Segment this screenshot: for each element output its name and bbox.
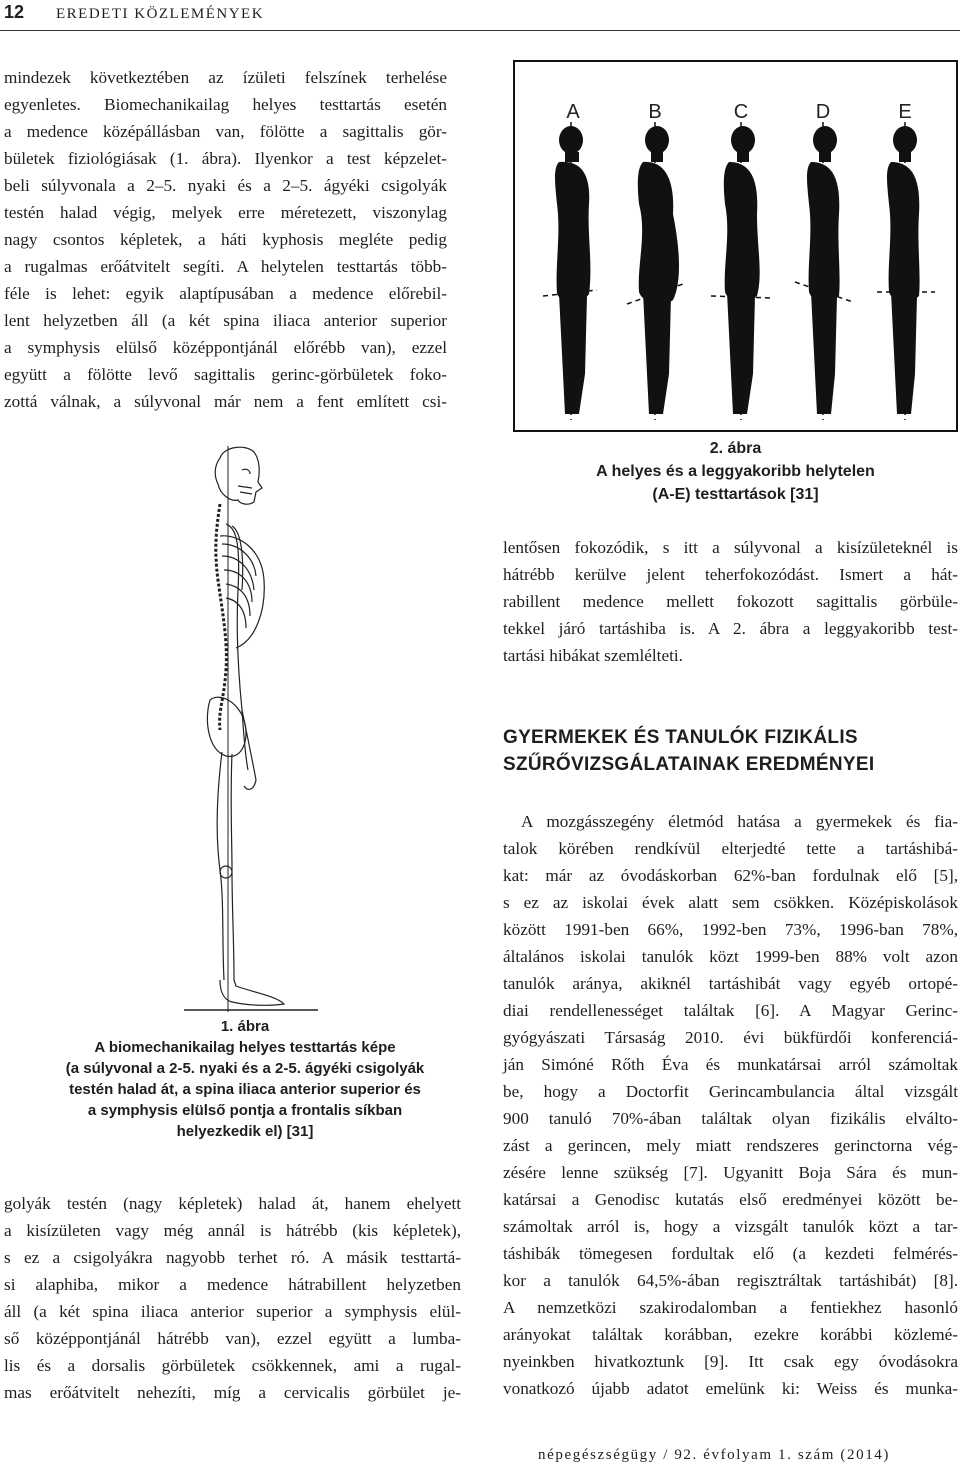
posture-label-e: E <box>898 101 912 123</box>
section-heading-line1: GYERMEKEK ÉS TANULÓK FIZIKÁLIS <box>503 727 858 748</box>
text-line: féle is lehet: egyik alaptípusában a medence előrebil- <box>4 284 447 303</box>
text-line: zottá válnak, a súlyvonal már nem a fent említett csi- <box>4 392 447 411</box>
text-line: egyenletes. Biomechanikailag helyes testtartás esetén <box>4 95 447 114</box>
text-line: között 1991-ben 66%, 1992-ben 73%, 1996-ban 78%, <box>503 920 958 939</box>
text-line: bületek fiziológiásak (1. ábra). Ilyenkor a test képzelet- <box>4 149 447 168</box>
posture-label-a: A <box>566 101 580 123</box>
figure1-caption <box>10 1016 480 1142</box>
column2-bottom-text <box>503 808 958 1402</box>
skeleton-figure <box>180 440 322 1016</box>
text-line: rabillent medence mellett fokozott sagittalis görbüle- <box>503 592 958 611</box>
figure1-caption-line: testén halad át, a spina iliaca anterior superior és <box>69 1081 421 1098</box>
text-line: zást a gerincen, mely miatt rendszeres gerinctorna vég- <box>503 1136 958 1155</box>
text-line: katársai a Genodisc kutatás első eredményei között be- <box>503 1190 958 1209</box>
figure1-caption-line: helyezkedik el) [31] <box>176 1123 314 1140</box>
text-line: beli súlyvonala a 2–5. nyaki és a 2–5. ágyéki csigolyák <box>4 176 447 195</box>
text-line: ső középpontjánál hátrébb van), ezzel együtt a lumba- <box>4 1329 461 1348</box>
column1-bottom-text <box>4 1190 461 1406</box>
text-line: a symphysis elülső középpontjánál előrébb van), ezzel <box>4 338 447 357</box>
text-line: arányokat találtak korábban, ezekre korábbi közlemé- <box>503 1325 958 1344</box>
text-line: zésére lenne szükség [7]. Ugyanitt Boja Sára és mun- <box>503 1163 958 1182</box>
figure1-caption-line: a symphysis elülső pontja a frontalis síkban <box>87 1102 403 1119</box>
text-line: lis és a dorsalis görbületek csökkennek, ami a rugal- <box>4 1356 461 1375</box>
text-line: A nemzetközi szakirodalomban a fentiekhez hasonló <box>503 1298 958 1317</box>
text-line: s ez az iskolai évek alatt sem csökken. Középiskolások <box>503 893 958 912</box>
text-line: golyák testén (nagy képletek) halad át, hanem ehelyett <box>4 1194 461 1213</box>
silhouette-e <box>887 126 920 414</box>
text-line: testén halad végig, melyek erre méretezett, viszonylag <box>4 203 447 222</box>
text-line: vonatkozó újabb adatot emelünk ki: Weiss és munka- <box>503 1379 958 1398</box>
column1-top-text <box>4 64 447 415</box>
text-line: kat: már az óvodáskorban 62%-ban fordulnak elő [5], <box>503 866 958 885</box>
text-line: mindezek következtében az ízületi felszínek terhelése <box>4 68 447 87</box>
silhouette-b <box>638 126 679 414</box>
text-line: tartási hibákat szemlélteti. <box>503 646 683 665</box>
text-line: tanulók aránya, akiknél tartáshibát vagy egyéb ortopé- <box>503 974 958 993</box>
page-number: 12 <box>4 2 25 22</box>
text-line: be, hogy a Doctorfit Gerincambulancia által vizsgált <box>503 1082 958 1101</box>
section-heading <box>503 724 958 778</box>
text-line: A mozgásszegény életmód hatása a gyermekek és fia- <box>521 812 958 831</box>
posture-label-b: B <box>648 101 662 123</box>
posture-label-d: D <box>815 101 831 123</box>
text-line: a kisízületen vagy még annál is hátrébb (kis képletek), <box>4 1221 461 1240</box>
page-header <box>0 0 960 36</box>
section-heading-line2: SZŰRŐVIZSGÁLATAINAK EREDMÉNYEI <box>503 754 875 775</box>
figure1-caption-line: A biomechanikailag helyes testtartás képe <box>94 1039 396 1056</box>
figure1-caption-line: (a súlyvonal a 2-5. nyaki és a 2-5. ágyéki csigolyák <box>65 1060 425 1077</box>
text-line: kor a tanulók 64,5%-ában regisztráltak tartáshibát) [8]. <box>503 1271 958 1290</box>
text-line: mas erőátvitelt nehezíti, míg a cervicalis görbület je- <box>4 1383 461 1402</box>
figure2-caption <box>513 437 958 506</box>
page-footer: népegészségügy / 92. évfolyam 1. szám (2014) <box>538 1447 890 1463</box>
text-line: nyeinkben hivatkoztunk [9]. Itt csak egy óvodásokra <box>503 1352 958 1371</box>
text-line: lentősen fokozódik, s itt a súlyvonal a kisízületeknél is <box>503 538 958 557</box>
text-line: talok körében rendkívül elterjedté tette a tartáshibá- <box>503 839 958 858</box>
text-line: áll (a két spina iliaca anterior superior a symphysis elül- <box>4 1302 461 1321</box>
text-line: tekkel járó tartáshiba is. A 2. ábra a leggyakoribb test- <box>503 619 958 638</box>
text-line: gyógyászati Társaság 2010. évi bükfürdői konferenciá- <box>503 1028 958 1047</box>
text-line: táshibák tömegesen fordultak elő (a kezdeti felmérés- <box>503 1244 958 1263</box>
text-line: s ez a csigolyákra nagyobb terhet ró. A másik testtartá- <box>4 1248 461 1267</box>
figure2-caption-line2: (A-E) testtartások [31] <box>652 486 819 503</box>
posture-figure <box>513 60 958 432</box>
figure2-caption-line1: A helyes és a leggyakoribb helytelen <box>596 463 875 480</box>
text-line: a medence középállásban van, fölötte a sagittalis gör- <box>4 122 447 141</box>
column2-top-text <box>503 534 958 669</box>
text-line: lent helyzetben áll (a két spina iliaca anterior superior <box>4 311 447 330</box>
header-rule <box>0 30 960 31</box>
text-line: számoltak arról is, hogy a vizsgált tanulók közt a tar- <box>503 1217 958 1236</box>
text-line: nagy csontos képletek, a háti kyphosis megléte pedig <box>4 230 447 249</box>
figure2-caption-number: 2. ábra <box>709 440 762 457</box>
text-line: diai rendellenességet találtak [6]. A Magyar Gerinc- <box>503 1001 958 1020</box>
text-line: általános iskolai tanulók közt 1999-ben 88% volt azon <box>503 947 958 966</box>
text-line: a rugalmas erőátvitelt segíti. A helytelen testtartás több- <box>4 257 447 276</box>
text-line: ján Simóné Rőth Éva és munkatársai arról számoltak <box>503 1055 958 1074</box>
silhouette-a <box>555 126 590 414</box>
figure1-caption-number: 1. ábra <box>220 1018 270 1035</box>
text-line: együtt a fölötte levő sagittalis gerinc-görbületek foko- <box>4 365 447 384</box>
text-line: 900 tanuló 70%-ában találtak olyan fizikális elválto- <box>503 1109 958 1128</box>
text-line: hátrébb kerülve jelent teherfokozódást. Ismert a hát- <box>503 565 958 584</box>
posture-label-c: C <box>733 101 749 123</box>
text-line: si alaphiba, mikor a medence hátrabillent helyzetben <box>4 1275 461 1294</box>
running-title: EREDETI KÖZLEMÉNYEK <box>56 6 265 22</box>
